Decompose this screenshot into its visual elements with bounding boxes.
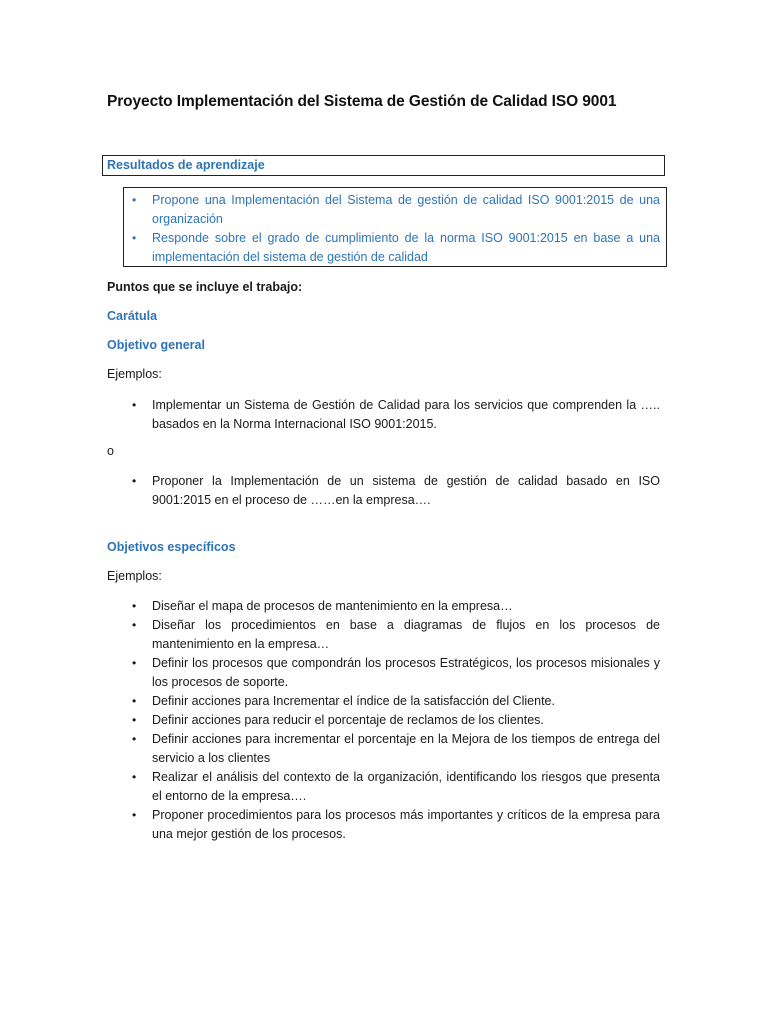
list-item — [130, 654, 660, 692]
learning-outcome-text: Propone una Implementación del Sistema de gestión de calidad ISO 9001:2015 de una organización — [152, 193, 660, 226]
specific-objective-text: Definir los procesos que compondrán los procesos Estratégicos, los procesos misionales y los procesos de soporte. — [152, 656, 660, 689]
bullet-icon: • — [132, 193, 137, 207]
bullet-icon: • — [132, 231, 137, 245]
general-example-1-block — [130, 396, 660, 434]
specific-objectives-block — [130, 597, 660, 844]
bullet-icon: • — [132, 398, 137, 412]
specific-objective-text: Diseñar el mapa de procesos de mantenimiento en la empresa… — [152, 599, 513, 613]
bullet-icon: • — [132, 713, 137, 727]
list-item — [130, 191, 660, 229]
bullet-icon: • — [132, 694, 137, 708]
list-item — [130, 711, 660, 730]
learning-outcomes-box — [123, 187, 667, 267]
learning-outcomes-list — [130, 191, 660, 267]
list-item — [130, 692, 660, 711]
specific-objective-text: Diseñar los procedimientos en base a diagramas de flujos en los procesos de mantenimiento en la empresa… — [152, 618, 660, 651]
general-examples-label: Ejemplos: — [107, 367, 162, 381]
bullet-icon: • — [132, 599, 137, 613]
learning-results-label: Resultados de aprendizaje — [107, 158, 265, 172]
caratula-heading: Carátula — [107, 309, 158, 323]
or-label: o — [107, 444, 114, 458]
bullet-icon: • — [132, 656, 137, 670]
bullet-icon: • — [132, 732, 137, 746]
specific-objective-text: Definir acciones para incrementar el porcentaje en la Mejora de los tiempos de entrega del servicio a los clientes — [152, 732, 660, 765]
specific-objective-text: Definir acciones para reducir el porcentaje de reclamos de los clientes. — [152, 713, 544, 727]
specific-objectives-list — [130, 597, 660, 844]
learning-results-box — [102, 155, 665, 176]
general-example-list-2 — [130, 472, 660, 510]
list-item — [130, 806, 660, 844]
general-example-list-1 — [130, 396, 660, 434]
specific-objective-text: Definir acciones para Incrementar el índice de la satisfacción del Cliente. — [152, 694, 555, 708]
list-item — [130, 472, 660, 510]
learning-outcome-text: Responde sobre el grado de cumplimiento de la norma ISO 9001:2015 en base a una implementación del sistema de gestión de calidad — [152, 231, 660, 264]
points-heading: Puntos que se incluye el trabajo: — [107, 280, 303, 294]
list-item — [130, 768, 660, 806]
list-item — [130, 597, 660, 616]
bullet-icon: • — [132, 808, 137, 822]
specific-objectives-heading: Objetivos específicos — [107, 540, 236, 554]
specific-examples-label: Ejemplos: — [107, 569, 162, 583]
list-item — [130, 229, 660, 267]
bullet-icon: • — [132, 618, 137, 632]
bullet-icon: • — [132, 474, 137, 488]
specific-objective-text: Realizar el análisis del contexto de la organización, identificando los riesgos que presenta el entorno de la empresa…. — [152, 770, 660, 803]
general-example-2-block — [130, 472, 660, 510]
bullet-icon: • — [132, 770, 137, 784]
general-example-text: Implementar un Sistema de Gestión de Calidad para los servicios que comprenden la ….. basados en la Norma Internacional ISO 9001:2015. — [152, 398, 660, 431]
list-item — [130, 730, 660, 768]
list-item — [130, 396, 660, 434]
specific-objective-text: Proponer procedimientos para los procesos más importantes y críticos de la empresa para una mejor gestión de los procesos. — [152, 808, 660, 841]
document-title: Proyecto Implementación del Sistema de Gestión de Calidad ISO 9001 — [107, 93, 617, 110]
list-item — [130, 616, 660, 654]
general-objective-heading: Objetivo general — [107, 338, 205, 352]
general-example-text: Proponer la Implementación de un sistema de gestión de calidad basado en ISO 9001:2015 en el proceso de ……en la empresa…. — [152, 474, 660, 507]
